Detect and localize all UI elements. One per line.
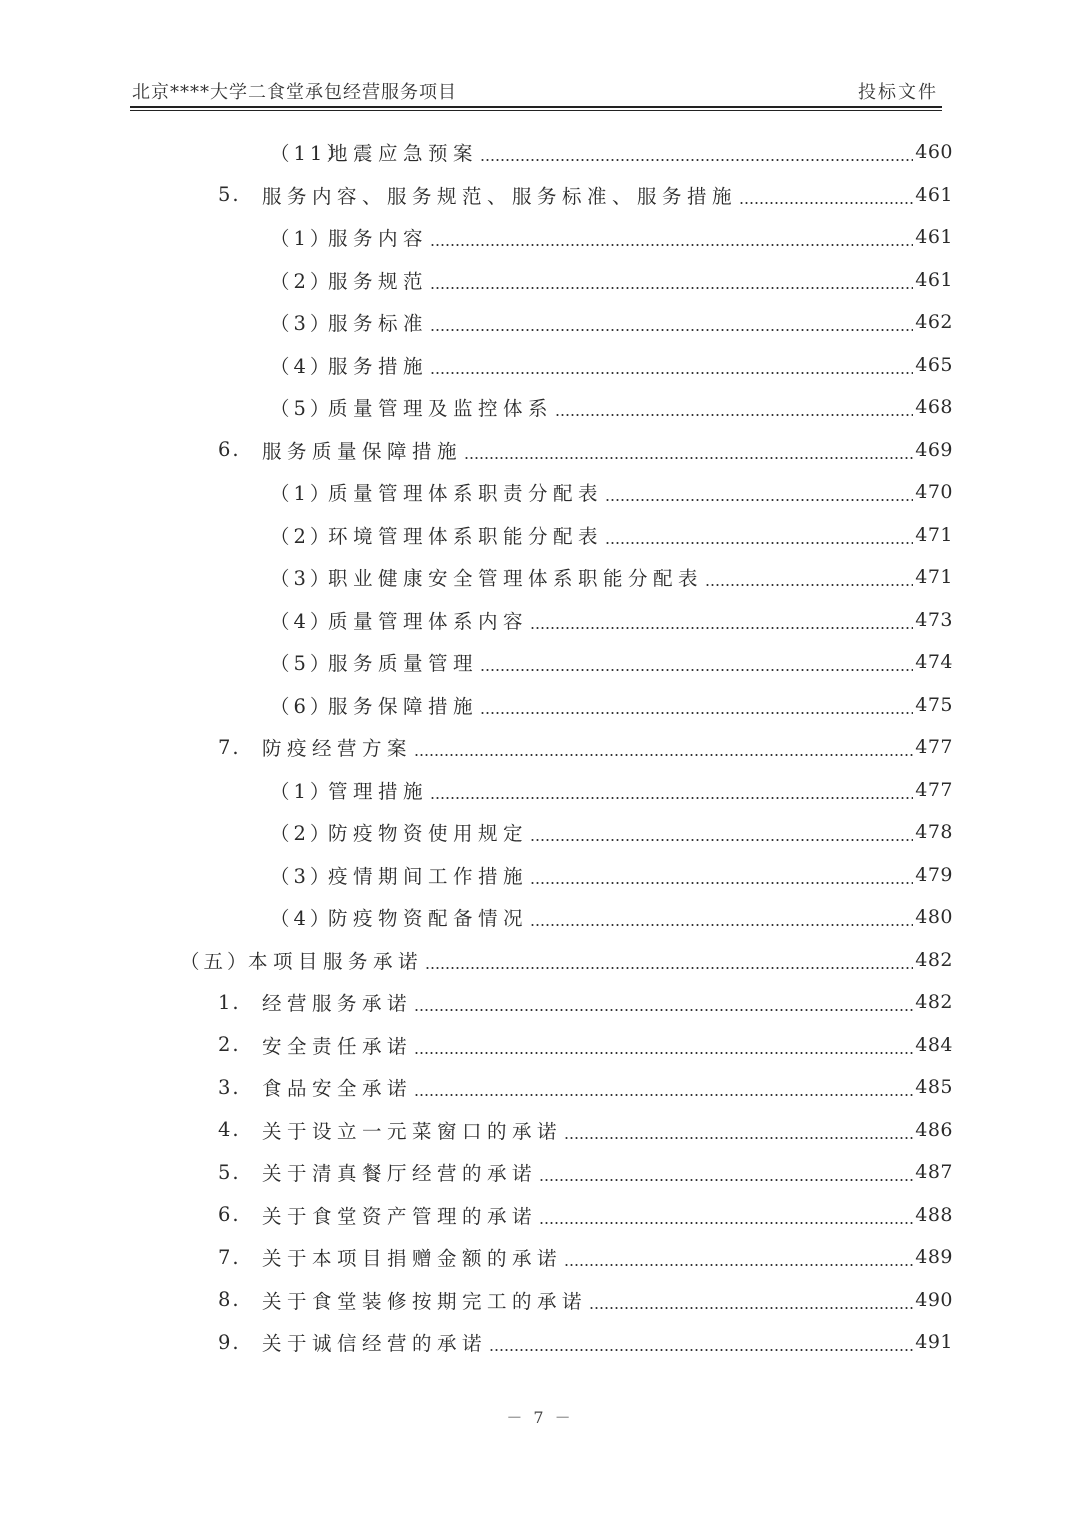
toc-entry-number: （4） — [270, 354, 334, 378]
toc-entry-title: 疫情期间工作措施 — [328, 864, 529, 888]
toc-entry[interactable] — [270, 216, 953, 258]
toc-entry[interactable] — [218, 1279, 953, 1321]
toc-entry-page: 489 — [915, 1246, 953, 1268]
toc-entry-title: 关于设立一元菜窗口的承诺 — [262, 1119, 563, 1143]
toc-entry[interactable] — [270, 514, 953, 556]
toc-entry-number: 7. — [218, 1245, 241, 1269]
toc-entry-title: 经营服务承诺 — [262, 992, 413, 1015]
toc-leader-dots — [555, 414, 913, 416]
toc-entry-title: 服务内容、服务规范、服务标准、服务措施 — [262, 184, 738, 208]
toc-leader-dots — [489, 1349, 913, 1351]
toc-leader-dots — [530, 839, 913, 841]
toc-entry[interactable] — [218, 1151, 953, 1193]
toc-entry-page: 477 — [915, 778, 953, 801]
toc-leader-dots — [539, 1179, 913, 1181]
toc-entry-number: （5） — [270, 397, 334, 420]
toc-entry-page: 460 — [915, 141, 953, 163]
toc-leader-dots — [530, 627, 913, 629]
toc-entry-title: 服务质量保障措施 — [262, 439, 463, 463]
toc-entry-number: （2） — [270, 524, 334, 548]
toc-entry[interactable] — [270, 556, 953, 598]
toc-entry-number: 3. — [218, 1075, 241, 1099]
toc-leader-dots — [464, 457, 913, 459]
toc-entry[interactable] — [270, 811, 953, 853]
toc-entry-title: 防疫物资配备情况 — [328, 907, 529, 930]
toc-entry-number: 6. — [218, 1203, 241, 1226]
toc-entry-page: 474 — [915, 651, 953, 673]
toc-entry-page: 487 — [915, 1161, 953, 1183]
toc-entry-title: 质量管理体系职责分配表 — [328, 482, 604, 505]
toc-entry-page: 486 — [915, 1118, 953, 1141]
toc-leader-dots — [414, 1052, 913, 1054]
toc-entry-title: 质量管理体系内容 — [328, 609, 529, 633]
toc-entry-title: 关于本项目捐赠金额的承诺 — [262, 1247, 563, 1270]
toc-entry-title: 防疫经营方案 — [262, 737, 413, 760]
toc-entry[interactable] — [218, 429, 953, 471]
toc-entry-number: 5. — [218, 183, 241, 206]
toc-entry-title: 食品安全承诺 — [262, 1077, 413, 1100]
toc-leader-dots — [430, 372, 913, 374]
toc-entry-number: （1） — [270, 482, 334, 505]
toc-leader-dots — [480, 712, 913, 714]
toc-entry-page: 482 — [915, 948, 953, 971]
toc-entry-title: 本项目服务承诺 — [248, 949, 424, 973]
toc-entry[interactable] — [270, 259, 953, 301]
toc-entry[interactable] — [270, 896, 953, 938]
toc-entry-number: （4） — [270, 907, 334, 930]
toc-entry-title: 地震应急预案 — [328, 142, 479, 165]
toc-entry-number: （五） — [180, 949, 251, 973]
toc-entry-title: 关于食堂装修按期完工的承诺 — [262, 1289, 588, 1313]
toc-entry-page: 462 — [915, 311, 953, 333]
toc-entry-page: 491 — [915, 1331, 953, 1353]
toc-leader-dots — [605, 499, 913, 501]
toc-entry-page: 480 — [915, 906, 953, 928]
toc-leader-dots — [430, 797, 913, 799]
toc-entry-page: 484 — [915, 1033, 953, 1056]
toc-entry-title: 关于诚信经营的承诺 — [262, 1332, 488, 1355]
toc-entry-page: 482 — [915, 991, 953, 1013]
toc-leader-dots — [564, 1264, 913, 1266]
toc-leader-dots — [605, 542, 913, 544]
toc-entry[interactable] — [270, 641, 953, 683]
toc-entry[interactable] — [270, 344, 953, 386]
toc-entry-number: （2） — [270, 269, 334, 293]
toc-entry-page: 461 — [915, 226, 953, 248]
toc-entry-title: 服务规范 — [328, 269, 429, 293]
header-rule-thick — [130, 106, 942, 108]
header-rule-thin — [130, 110, 942, 111]
page-number: － 7 － — [506, 1408, 574, 1427]
toc-entry[interactable] — [270, 854, 953, 896]
toc-entry[interactable] — [218, 981, 953, 1023]
toc-leader-dots — [414, 754, 913, 756]
toc-leader-dots — [530, 882, 913, 884]
toc-entry-title: 服务标准 — [328, 312, 429, 335]
toc-entry-title: 服务措施 — [328, 354, 429, 378]
toc-entry-number: 4. — [218, 1118, 241, 1141]
toc-entry-number: （1） — [270, 779, 334, 803]
toc-entry[interactable] — [218, 1194, 953, 1236]
toc-entry[interactable] — [270, 471, 953, 513]
toc-entry-number: 9. — [218, 1330, 241, 1354]
toc-entry[interactable] — [270, 301, 953, 343]
toc-entry[interactable] — [218, 174, 953, 216]
toc-entry-number: 5. — [218, 1160, 241, 1184]
toc-entry-page: 479 — [915, 863, 953, 886]
toc-entry-title: 关于清真餐厅经营的承诺 — [262, 1162, 538, 1185]
toc-entry-page: 471 — [915, 566, 953, 588]
toc-entry-number: （11） — [270, 142, 350, 165]
toc-entry-number: （3） — [270, 567, 334, 590]
toc-entry-title: 服务保障措施 — [328, 694, 479, 718]
toc-entry[interactable] — [218, 1109, 953, 1151]
toc-entry[interactable] — [270, 684, 953, 726]
toc-entry-page: 461 — [915, 268, 953, 291]
toc-leader-dots — [430, 287, 913, 289]
toc-entry-number: 1. — [218, 990, 241, 1014]
toc-leader-dots — [739, 202, 913, 204]
toc-entry-page: 490 — [915, 1288, 953, 1311]
toc-entry-title: 环境管理体系职能分配表 — [328, 524, 604, 548]
toc-leader-dots — [425, 967, 913, 969]
toc-entry[interactable] — [270, 599, 953, 641]
toc-entry[interactable] — [180, 939, 953, 981]
toc-entry-title: 管理措施 — [328, 779, 429, 803]
toc-entry-title: 服务内容 — [328, 227, 429, 250]
toc-leader-dots — [430, 329, 913, 331]
toc-entry-page: 469 — [915, 438, 953, 461]
toc-entry-title: 质量管理及监控体系 — [328, 397, 554, 420]
toc-entry-page: 485 — [915, 1076, 953, 1098]
toc-entry[interactable] — [218, 1024, 953, 1066]
toc-entry-number: 6. — [218, 438, 241, 461]
toc-entry-number: （3） — [270, 312, 334, 335]
toc-entry-page: 473 — [915, 608, 953, 631]
toc-entry-title: 防疫物资使用规定 — [328, 822, 529, 845]
page-header — [130, 78, 942, 104]
toc-leader-dots — [414, 1009, 913, 1011]
toc-entry-title: 关于食堂资产管理的承诺 — [262, 1204, 538, 1228]
toc-entry-page: 465 — [915, 353, 953, 376]
toc-leader-dots — [539, 1222, 913, 1224]
toc-entry-page: 468 — [915, 396, 953, 418]
toc-entry-page: 470 — [915, 481, 953, 503]
toc-entry[interactable] — [218, 1321, 953, 1363]
toc-entry[interactable] — [218, 1066, 953, 1108]
toc-entry-page: 488 — [915, 1203, 953, 1226]
toc-entry[interactable] — [270, 769, 953, 811]
toc-entry-page: 478 — [915, 821, 953, 843]
header-title: 北京****大学二食堂承包经营服务项目 — [132, 82, 457, 103]
toc-entry[interactable] — [218, 1236, 953, 1278]
toc-leader-dots — [589, 1307, 913, 1309]
toc-entry-title: 职业健康安全管理体系职能分配表 — [328, 567, 704, 590]
toc-entry-page: 471 — [915, 523, 953, 546]
toc-entry-page: 477 — [915, 736, 953, 758]
toc-entry[interactable] — [270, 131, 953, 173]
toc-entry-number: （4） — [270, 609, 334, 633]
toc-entry-number: （6） — [270, 694, 334, 718]
toc-entry-title: 服务质量管理 — [328, 652, 479, 675]
toc-entry-number: 7. — [218, 735, 241, 759]
toc-entry[interactable] — [218, 726, 953, 768]
toc-entry[interactable] — [270, 386, 953, 428]
toc-leader-dots — [430, 244, 913, 246]
header-doc-type: 投标文件 — [858, 82, 938, 103]
toc-leader-dots — [564, 1137, 913, 1139]
toc-entry-title: 安全责任承诺 — [262, 1034, 413, 1058]
toc-leader-dots — [414, 1094, 913, 1096]
toc-entry-number: （3） — [270, 864, 334, 888]
toc-entry-page: 475 — [915, 693, 953, 716]
toc-leader-dots — [705, 584, 913, 586]
toc-entry-page: 461 — [915, 183, 953, 206]
toc-leader-dots — [480, 669, 913, 671]
toc-entry-number: （5） — [270, 652, 334, 675]
toc-entry-number: 8. — [218, 1288, 241, 1311]
toc-leader-dots — [530, 924, 913, 926]
toc-leader-dots — [480, 159, 913, 161]
toc-entry-number: （2） — [270, 822, 334, 845]
toc-entry-number: 2. — [218, 1033, 241, 1056]
toc-entry-number: （1） — [270, 227, 334, 250]
